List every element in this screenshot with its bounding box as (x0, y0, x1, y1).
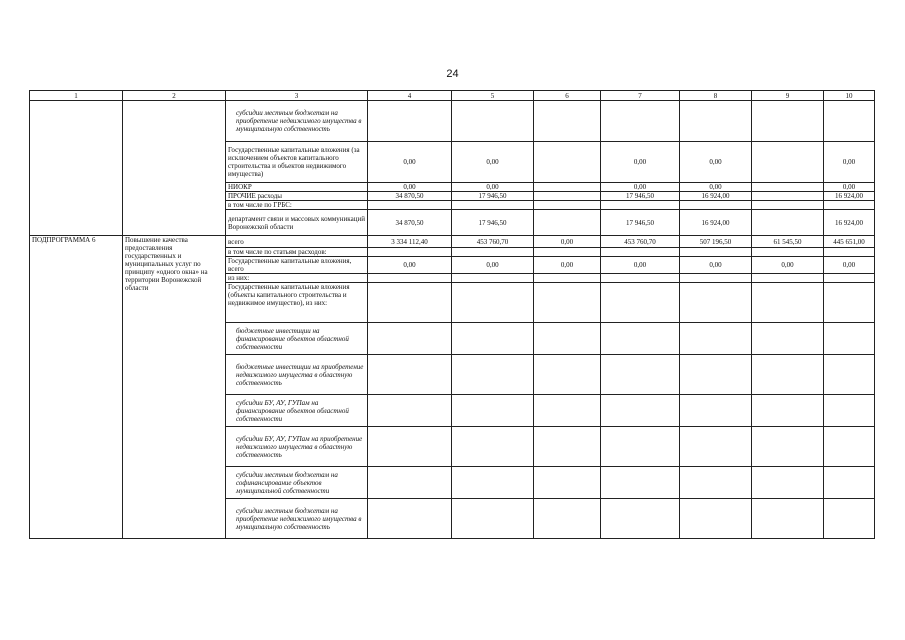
column-header-row (30, 91, 875, 101)
row-label: Государственные капитальные вложения (за исключением объектов капитального строительства и объектов недвижимого имущества) (226, 142, 368, 183)
column-number: 8 (680, 91, 752, 101)
row-label: Государственные капитальные вложения, всего (226, 257, 368, 274)
value-cell: 16 924,00 (824, 192, 875, 201)
value-cell: 3 334 112,40 (368, 236, 452, 248)
value-cell: 453 760,70 (452, 236, 534, 248)
value-cell: 17 946,50 (601, 210, 680, 236)
value-cell: 17 946,50 (601, 192, 680, 201)
table-row (30, 236, 875, 248)
row-label: субсидии местным бюджетам на софинансирование объектов муниципальной собственности (226, 467, 368, 499)
row-label: в том числе по ГРБС: (226, 201, 368, 210)
column-number: 5 (452, 91, 534, 101)
value-cell: 17 946,50 (452, 210, 534, 236)
row-label: Государственные капитальные вложения (объекты капитального строительства и недвижимое имущество), из них: (226, 283, 368, 323)
column-number: 6 (534, 91, 601, 101)
value-cell: 61 545,50 (752, 236, 824, 248)
column-number: 3 (226, 91, 368, 101)
column-number: 1 (30, 91, 123, 101)
row-label: департамент связи и массовых коммуникаций Воронежской области (226, 210, 368, 236)
value-cell: 0,00 (824, 257, 875, 274)
value-cell: 0,00 (452, 183, 534, 192)
value-cell: 16 924,00 (680, 210, 752, 236)
row-label: бюджетные инвестиции на финансирование объектов областной собственности (226, 323, 368, 355)
row-label: бюджетные инвестиции на приобретение недвижимого имущества в областную собственность (226, 355, 368, 395)
value-cell: 0,00 (680, 257, 752, 274)
row-label: всего (226, 236, 368, 248)
value-cell: 16 924,00 (824, 210, 875, 236)
value-cell: 17 946,50 (452, 192, 534, 201)
value-cell: 16 924,00 (680, 192, 752, 201)
value-cell: 34 870,50 (368, 210, 452, 236)
value-cell: 507 196,50 (680, 236, 752, 248)
value-cell: 0,00 (752, 257, 824, 274)
value-cell: 0,00 (534, 236, 601, 248)
blank-cell (30, 101, 123, 236)
row-label: из них: (226, 274, 368, 283)
value-cell: 0,00 (452, 257, 534, 274)
value-cell: 0,00 (452, 142, 534, 183)
value-cell: 453 760,70 (601, 236, 680, 248)
value-cell: 0,00 (368, 142, 452, 183)
table-row (30, 101, 875, 142)
row-label: субсидии БУ, АУ, ГУПам на приобретение недвижимого имущества в областную собственность (226, 427, 368, 467)
row-label: субсидии местным бюджетам на приобретение недвижимого имущества в муниципальную собственность (226, 499, 368, 539)
value-cell: 0,00 (680, 183, 752, 192)
value-cell: 0,00 (824, 183, 875, 192)
value-cell: 0,00 (368, 257, 452, 274)
value-cell: 0,00 (534, 257, 601, 274)
value-cell: 0,00 (601, 142, 680, 183)
subprogram-name: Повышение качества предоставления государственных и муниципальных услуг по принципу «одного окна» на территории Воронежской области (123, 236, 226, 539)
page-number: 24 (446, 68, 459, 80)
subprogram-title: ПОДПРОГРАММА 6 (30, 236, 123, 539)
row-label: НИОКР (226, 183, 368, 192)
row-label: субсидии БУ, АУ, ГУПам на финансирование объектов областной собственности (226, 395, 368, 427)
row-label: ПРОЧИЕ расходы (226, 192, 368, 201)
row-label: субсидии местным бюджетам на приобретение недвижимого имущества в муниципальную собственность (226, 101, 368, 142)
value-cell: 445 651,00 (824, 236, 875, 248)
value-cell: 0,00 (601, 183, 680, 192)
value-cell: 0,00 (824, 142, 875, 183)
column-number: 7 (601, 91, 680, 101)
value-cell: 0,00 (368, 183, 452, 192)
column-number: 2 (123, 91, 226, 101)
value-cell: 34 870,50 (368, 192, 452, 201)
column-number: 4 (368, 91, 452, 101)
value-cell: 0,00 (680, 142, 752, 183)
blank-cell (123, 101, 226, 236)
value-cell: 0,00 (601, 257, 680, 274)
column-number: 10 (824, 91, 875, 101)
row-label: в том числе по статьям расходов: (226, 248, 368, 257)
budget-table (29, 90, 875, 539)
column-number: 9 (752, 91, 824, 101)
